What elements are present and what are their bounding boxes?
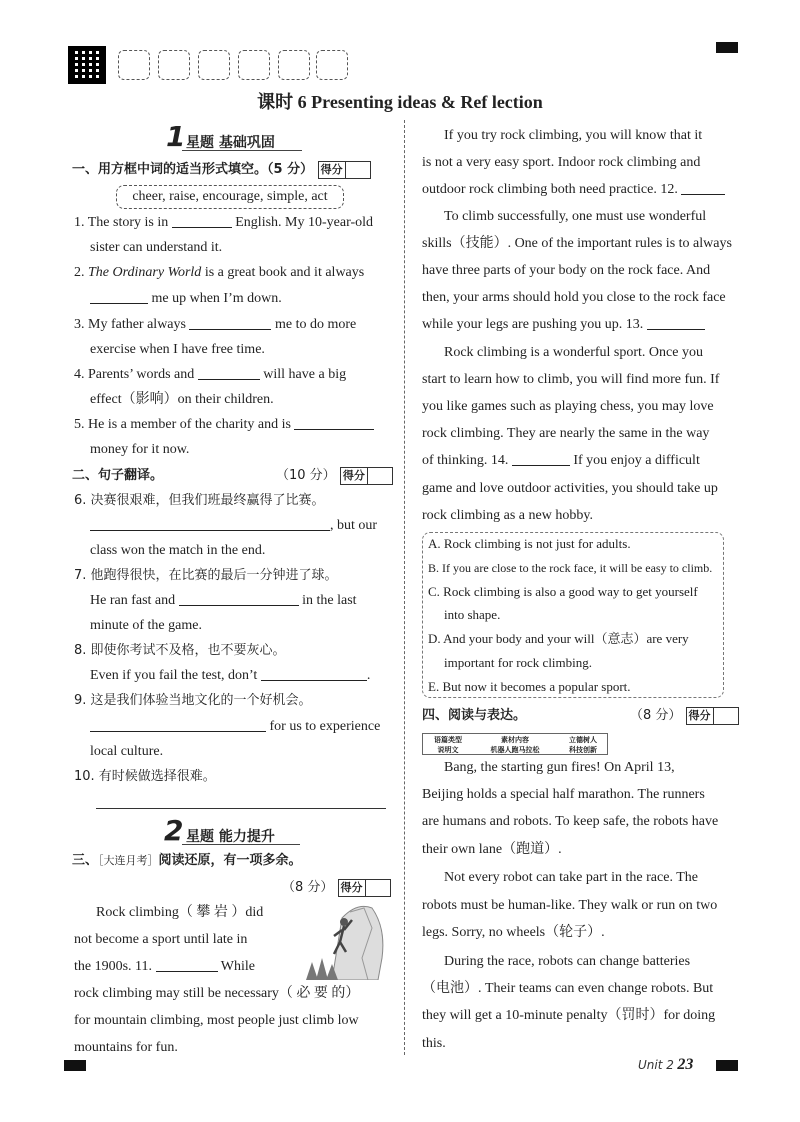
option-a[interactable]: A. Rock climbing is not just for adults. [428, 536, 631, 551]
option-c-cont: into shape. [444, 607, 501, 622]
passage-line: this. [422, 1036, 446, 1051]
section2-number: 2 [164, 814, 184, 847]
passage-line: their own lane（跑道）. [422, 842, 562, 857]
section2-title: 星题 能力提升 [186, 829, 275, 845]
answer-blank[interactable] [294, 416, 374, 430]
passage-line: rock climbing. They are nearly the same in the way [422, 426, 710, 441]
part4-title: 四、阅读与表达。 [422, 708, 527, 723]
passage-line: robots must be human-like. They walk or run on two [422, 898, 718, 913]
tag-label: 素材内容 [501, 736, 529, 744]
question-8: 8. 即使你考试不及格，也不要灰心。 [74, 643, 286, 658]
passage-line: Rock climbing is a wonderful sport. Once you [444, 345, 703, 360]
part3-title: 三、［大连月考］阅读还原，有一项多余。 [72, 853, 302, 868]
answer-blank[interactable] [189, 316, 271, 330]
question-2-cont: me up when I’m down. [90, 289, 282, 309]
word-box: cheer, raise, encourage, simple, act [116, 185, 344, 209]
option-e[interactable]: E. But now it becomes a popular sport. [428, 679, 631, 694]
answer-box [316, 50, 348, 80]
score-box: 得分 [338, 879, 391, 897]
answer-blank[interactable] [156, 958, 218, 972]
page-footer [638, 1056, 693, 1074]
question-7-answer: He ran fast and in the last [90, 593, 357, 608]
tag-label: 语篇类型 [434, 736, 462, 744]
passage-tags [422, 733, 608, 755]
passage-line: they will get a 10-minute penalty（罚时）for doing [422, 1008, 716, 1023]
question-5-cont: money for it now. [90, 442, 190, 457]
answer-blank[interactable] [90, 517, 330, 531]
question-3-cont: exercise when I have free time. [90, 342, 265, 357]
option-d[interactable]: D. And your body and your will（意志）are very [428, 631, 689, 646]
passage-line: Bang, the starting gun fires! On April 13, [444, 760, 675, 775]
option-d-cont: important for rock climbing. [444, 655, 593, 670]
passage-line: Not every robot can take part in the race. The [444, 870, 698, 885]
passage-line: During the race, robots can change batteries [444, 954, 691, 969]
passage-line: Rock climbing（ 攀 岩 ）did [96, 905, 264, 920]
passage-line: mountains for fun. [74, 1040, 178, 1055]
passage-line: If you try rock climbing, you will know that it [444, 128, 703, 143]
passage-line: （电池）. Their teams can even change robots. But [422, 981, 714, 996]
passage-line: you like games such as playing chess, you may love [422, 399, 714, 414]
part4-points: （8 分） 得分 [630, 706, 739, 726]
question-10: 10. 有时候做选择很难。 [74, 769, 216, 784]
answer-blank[interactable] [198, 366, 260, 380]
part2-title: 二、句子翻译。 [72, 468, 164, 483]
part3-points: （8 分） 得分 [282, 878, 391, 898]
answer-box [198, 50, 230, 80]
passage-line: skills（技能）. One of the important rules is to always [422, 236, 732, 251]
question-6-cont: class won the match in the end. [90, 543, 266, 558]
question-9: 9. 这是我们体验当地文化的一个好机会。 [74, 693, 312, 708]
question-6-answer: , but our [90, 516, 377, 536]
answer-blank[interactable] [512, 452, 570, 466]
tag-label: 立德树人 [569, 736, 597, 744]
question-7-cont: minute of the game. [90, 618, 202, 633]
page-title: 课时 6 Presenting ideas & Ref lection [257, 92, 543, 112]
passage-line: To climb successfully, one must use wonderful [444, 209, 707, 224]
passage-line: rock climbing may still be necessary（ 必 要 的） [74, 986, 360, 1001]
question-2: 2. The Ordinary World is a great book and it always [74, 265, 365, 280]
question-1-cont: sister can understand it. [90, 240, 223, 255]
answer-blank[interactable] [179, 592, 299, 606]
section1-number: 1 [166, 120, 186, 153]
answer-blank[interactable] [90, 290, 148, 304]
question-8-answer: Even if you fail the test, don’t . [90, 668, 371, 683]
passage-line: are humans and robots. To keep safe, the robots have [422, 814, 719, 829]
answer-blank[interactable] [681, 181, 725, 195]
question-3: 3. My father always me to do more [74, 317, 357, 332]
qr-code[interactable] [68, 46, 106, 84]
part1-title: 一、用方框中词的适当形式填空。（5 分） 得分 [72, 160, 371, 180]
tag-value: 说明文 [437, 746, 459, 754]
corner-mark [716, 1060, 738, 1071]
passage-line: have three parts of your body on the rock face. And [422, 263, 711, 278]
passage-line: game and love outdoor activities, you should take up [422, 481, 718, 496]
option-c[interactable]: C. Rock climbing is also a good way to get yourself [428, 584, 698, 599]
passage-line: for mountain climbing, most people just climb low [74, 1013, 359, 1028]
answer-line[interactable] [96, 808, 386, 809]
question-9-answer: for us to experience [90, 717, 380, 737]
corner-mark [64, 1060, 86, 1071]
question-7: 7. 他跑得很快，在比赛的最后一分钟进了球。 [74, 568, 338, 583]
option-b[interactable]: B. If you are close to the rock face, it will be easy to climb. [428, 561, 713, 575]
corner-mark [716, 42, 738, 53]
passage-line: outdoor rock climbing both need practice. 12. [422, 180, 725, 200]
tag-value: 机器人跑马拉松 [490, 746, 540, 754]
question-1: 1. The story is in English. My 10-year-old [74, 215, 374, 230]
score-box: 得分 [340, 467, 393, 485]
answer-blank[interactable] [172, 214, 232, 228]
passage-line: of thinking. 14. If you enjoy a difficult [422, 453, 700, 468]
page-number: 23 [677, 1056, 694, 1073]
passage-line: not become a sport until late in [74, 932, 248, 947]
score-box: 得分 [686, 707, 739, 725]
passage-line: then, your arms should hold you close to the rock face [422, 290, 726, 305]
part2-points: （10 分） 得分 [276, 466, 393, 486]
answer-blank[interactable] [261, 667, 367, 681]
question-9-cont: local culture. [90, 744, 164, 759]
passage-line: start to learn how to climb, you will find more fun. If [422, 372, 720, 387]
answer-blank[interactable] [647, 316, 705, 330]
question-4-cont: effect（影响）on their children. [90, 392, 274, 407]
rock-climber-illustration [302, 898, 386, 980]
section2-banner [164, 816, 304, 848]
answer-box [158, 50, 190, 80]
unit-label: Unit 2 [638, 1058, 674, 1072]
answer-box [238, 50, 270, 80]
score-box: 得分 [318, 161, 371, 179]
answer-blank[interactable] [90, 718, 266, 732]
section1-title: 星题 基础巩固 [186, 135, 275, 151]
answer-box [118, 50, 150, 80]
question-4: 4. Parents’ words and will have a big [74, 367, 347, 382]
passage-line: while your legs are pushing you up. 13. [422, 315, 705, 335]
passage-line: is not a very easy sport. Indoor rock climbing and [422, 155, 701, 170]
passage-line: Beijing holds a special half marathon. The runners [422, 787, 705, 802]
section1-banner [166, 122, 306, 154]
column-divider [404, 120, 405, 1055]
tag-value: 科技创新 [569, 746, 597, 754]
passage-line: legs. Sorry, no wheels（轮子）. [422, 925, 605, 940]
passage-line: rock climbing as a new hobby. [422, 508, 593, 523]
question-5: 5. He is a member of the charity and is [74, 415, 374, 435]
question-6: 6. 决赛很艰难，但我们班最终赢得了比赛。 [74, 493, 325, 508]
passage-line: the 1900s. 11. While [74, 959, 256, 974]
answer-box [278, 50, 310, 80]
